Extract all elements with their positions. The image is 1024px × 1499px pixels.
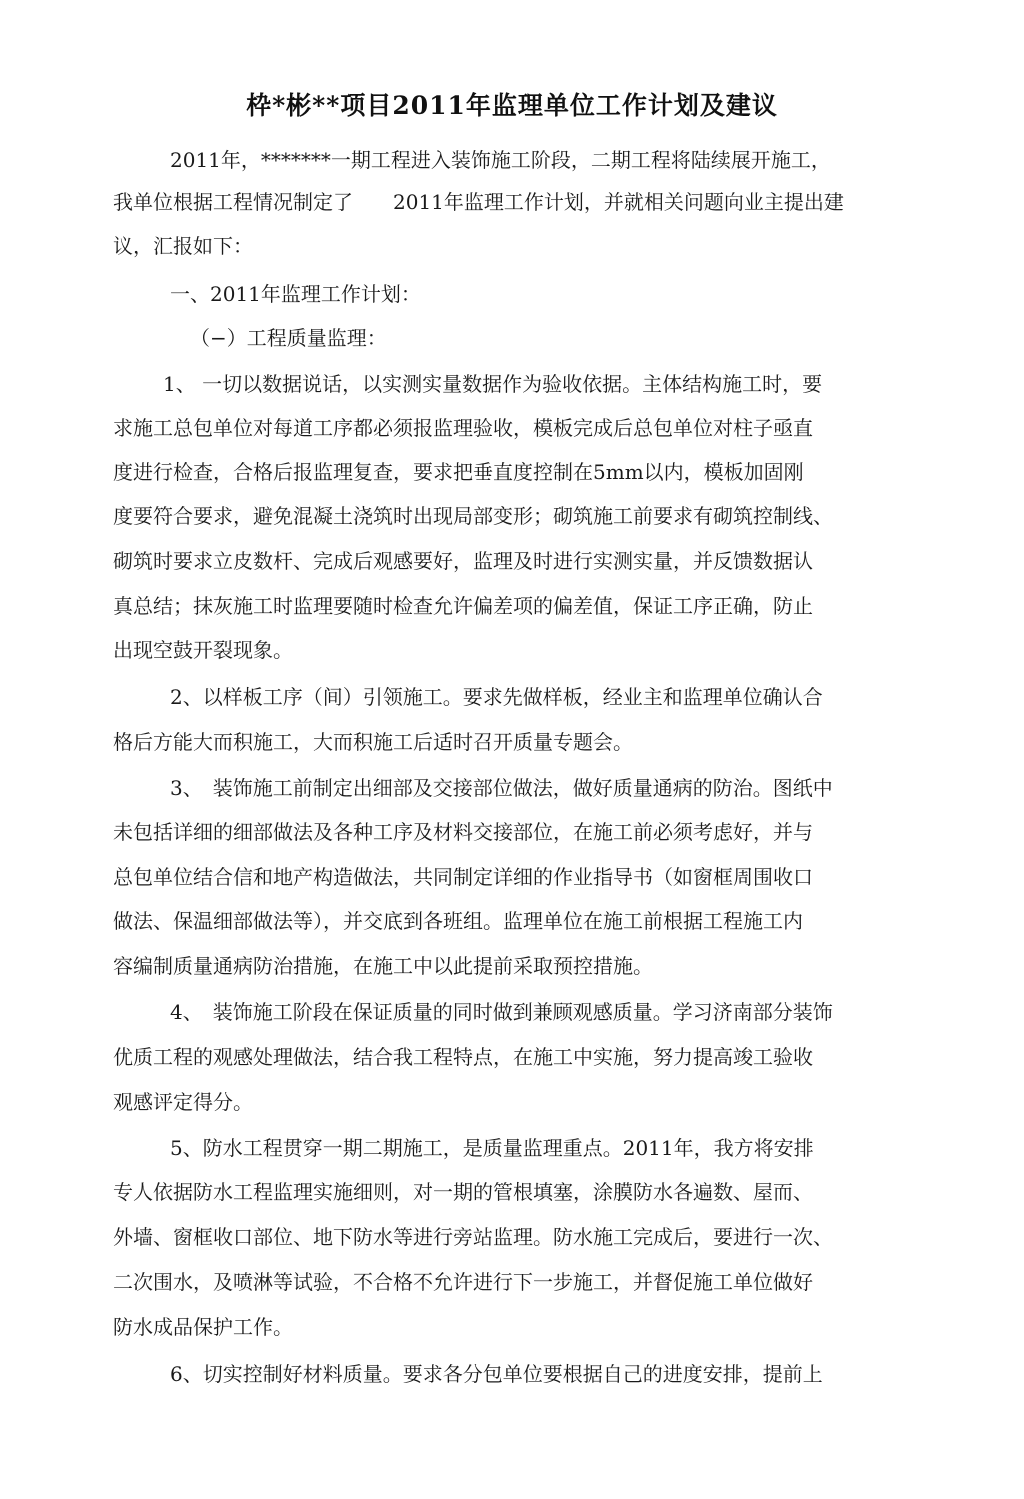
text-line: 5、防水工程贯穿一期二期施工，是质量监理重点。2011年，我方将安排 xyxy=(170,1136,814,1160)
text-line: 优质工程的观感处理做法，结合我工程特点，在施工中实施，努力提高竣工验收 xyxy=(113,1045,813,1069)
text-line: 出现空鼓开裂现象。 xyxy=(113,638,293,662)
text-line: 1、 一切以数据说话，以实测实量数据作为验收依据。主体结构施工时，要 xyxy=(163,372,823,396)
text-line: 2、以样板工序（间）引领施工。要求先做样板，经业主和监理单位确认合 xyxy=(170,685,823,709)
text-line: 容编制质量通病防治措施，在施工中以此提前采取预控措施。 xyxy=(113,954,653,978)
text-line: 观感评定得分。 xyxy=(113,1090,253,1114)
text-line: 真总结；抹灰施工时监理要随时检查允许偏差项的偏差值，保证工序正确，防止 xyxy=(113,594,813,618)
text-line: 砌筑时要求立皮数杆、完成后观感要好，监理及时进行实测实量，并反馈数据认 xyxy=(113,549,813,573)
text-line: 度进行检查，合格后报监理复查，要求把垂直度控制在5mm以内，模板加固刚 xyxy=(113,460,804,484)
text-line: 格后方能大而积施工，大而积施工后适时召开质量专题会。 xyxy=(113,730,633,754)
text-line: 度要符合要求，避免混凝土浇筑时出现局部变形；砌筑施工前要求有砌筑控制线、 xyxy=(113,504,833,528)
text-line: 专人依据防水工程监理实施细则，对一期的管根填塞，涂膜防水各遍数、屋而、 xyxy=(113,1180,813,1204)
text-line: 求施工总包单位对每道工序都必须报监理验收，模板完成后总包单位对柱子亟直 xyxy=(113,416,813,440)
text-line: 总包单位结合信和地产构造做法，共同制定详细的作业指导书（如窗框周围收口 xyxy=(113,865,813,889)
text-line: 3、 装饰施工前制定出细部及交接部位做法，做好质量通病的防治。图纸中 xyxy=(170,776,833,800)
subsection-heading: （−）工程质量监理： xyxy=(190,326,387,350)
text-line: 未包括详细的细部做法及各种工序及材料交接部位，在施工前必须考虑好，并与 xyxy=(113,820,813,844)
text-line: 2011年，*******一期工程进入装饰施工阶段，二期工程将陆续展开施工， xyxy=(170,148,831,172)
text-line: 议，汇报如下： xyxy=(113,234,253,258)
text-line: 我单位根据工程情况制定了 2011年监理工作计划，并就相关问题向业主提出建 xyxy=(113,190,844,214)
document-title: 枠*彬**项目2011年监理单位工作计划及建议 xyxy=(246,91,778,120)
text-line: 外墙、窗框收口部位、地下防水等进行旁站监理。防水施工完成后，要进行一次、 xyxy=(113,1225,833,1249)
text-line: 二次围水，及喷淋等试验，不合格不允许进行下一步施工，并督促施工单位做好 xyxy=(113,1270,813,1294)
text-line: 防水成品保护工作。 xyxy=(113,1315,293,1339)
text-line: 4、 装饰施工阶段在保证质量的同时做到兼顾观感质量。学习济南部分装饰 xyxy=(170,1000,833,1024)
text-line: 6、切实控制好材料质量。要求各分包单位要根据自己的进度安排，提前上 xyxy=(170,1362,823,1386)
text-line: 做法、保温细部做法等），并交底到各班组。监理单位在施工前根据工程施工内 xyxy=(113,909,803,933)
section-heading: 一、2011年监理工作计划： xyxy=(170,282,421,306)
